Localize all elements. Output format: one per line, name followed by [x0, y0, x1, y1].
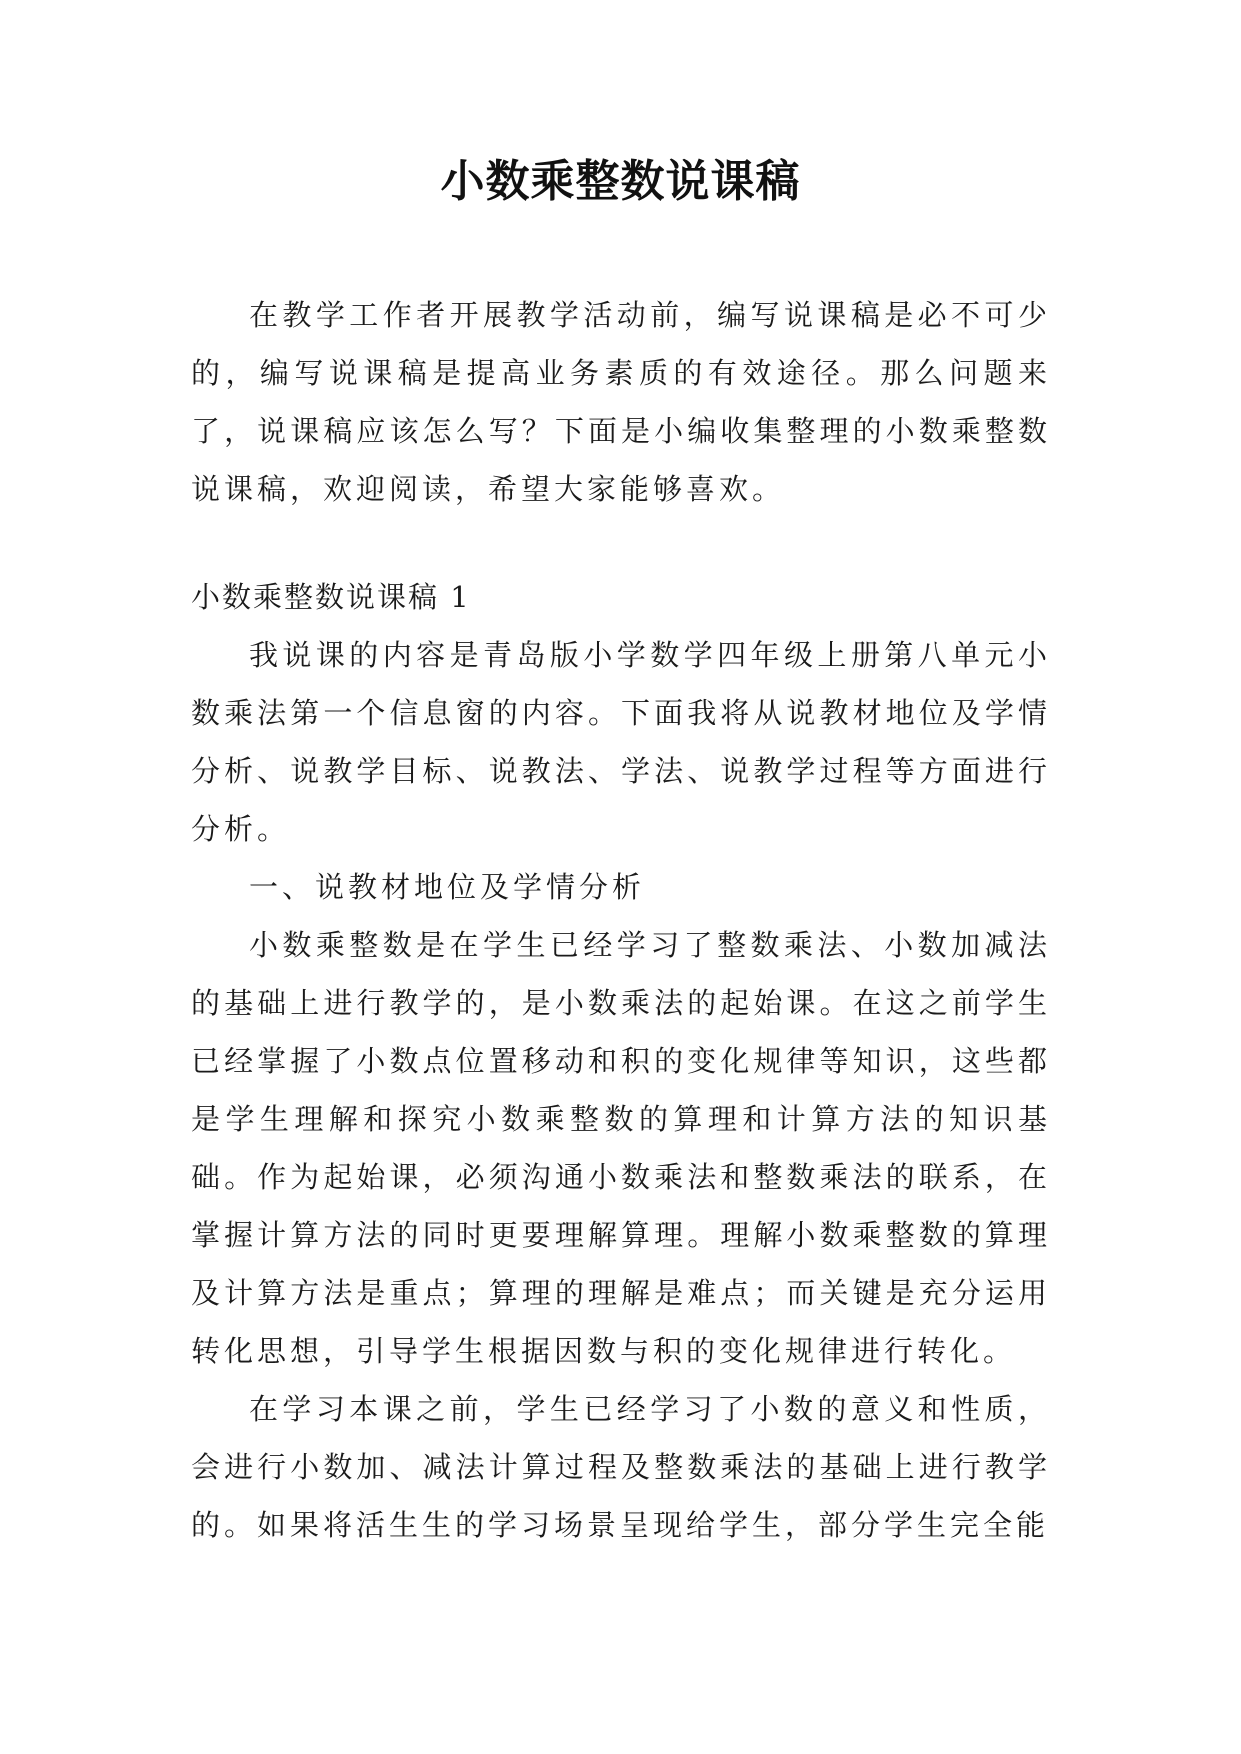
- document-body: [191, 286, 1051, 1554]
- section-title: 小数乘整数说课稿 1: [191, 580, 471, 614]
- body-paragraph-3: 在学习本课之前，学生已经学习了小数的意义和性质，会进行小数加、减法计算过程及整数乘法的基础上进行教学的。如果将活生生的学习场景呈现给学生，部分学生完全能: [191, 1392, 1051, 1542]
- subsection-heading: 一、说教材地位及学情分析: [249, 870, 646, 904]
- body-paragraph-1: 我说课的内容是青岛版小学数学四年级上册第八单元小数乘法第一个信息窗的内容。下面我将从说教材地位及学情分析、说教学目标、说教法、学法、说教学过程等方面进行分析。: [191, 638, 1051, 846]
- document-title: 小数乘整数说课稿: [440, 156, 801, 207]
- intro-paragraph: 在教学工作者开展教学活动前，编写说课稿是必不可少的，编写说课稿是提高业务素质的有效途径。那么问题来了，说课稿应该怎么写？下面是小编收集整理的小数乘整数说课稿，欢迎阅读，希望大家能够喜欢。: [191, 298, 1051, 506]
- body-paragraph-2: 小数乘整数是在学生已经学习了整数乘法、小数加减法的基础上进行教学的，是小数乘法的起始课。在这之前学生已经掌握了小数点位置移动和积的变化规律等知识，这些都是学生理解和探究小数乘整数的算理和计算方法的知识基础。作为起始课，必须沟通小数乘法和整数乘法的联系，在掌握计算方法的同时更要理解算理。理解小数乘整数的算理及计算方法是重点；算理的理解是难点；而关键是充分运用转化思想，引导学生根据因数与积的变化规律进行转化。: [191, 928, 1051, 1368]
